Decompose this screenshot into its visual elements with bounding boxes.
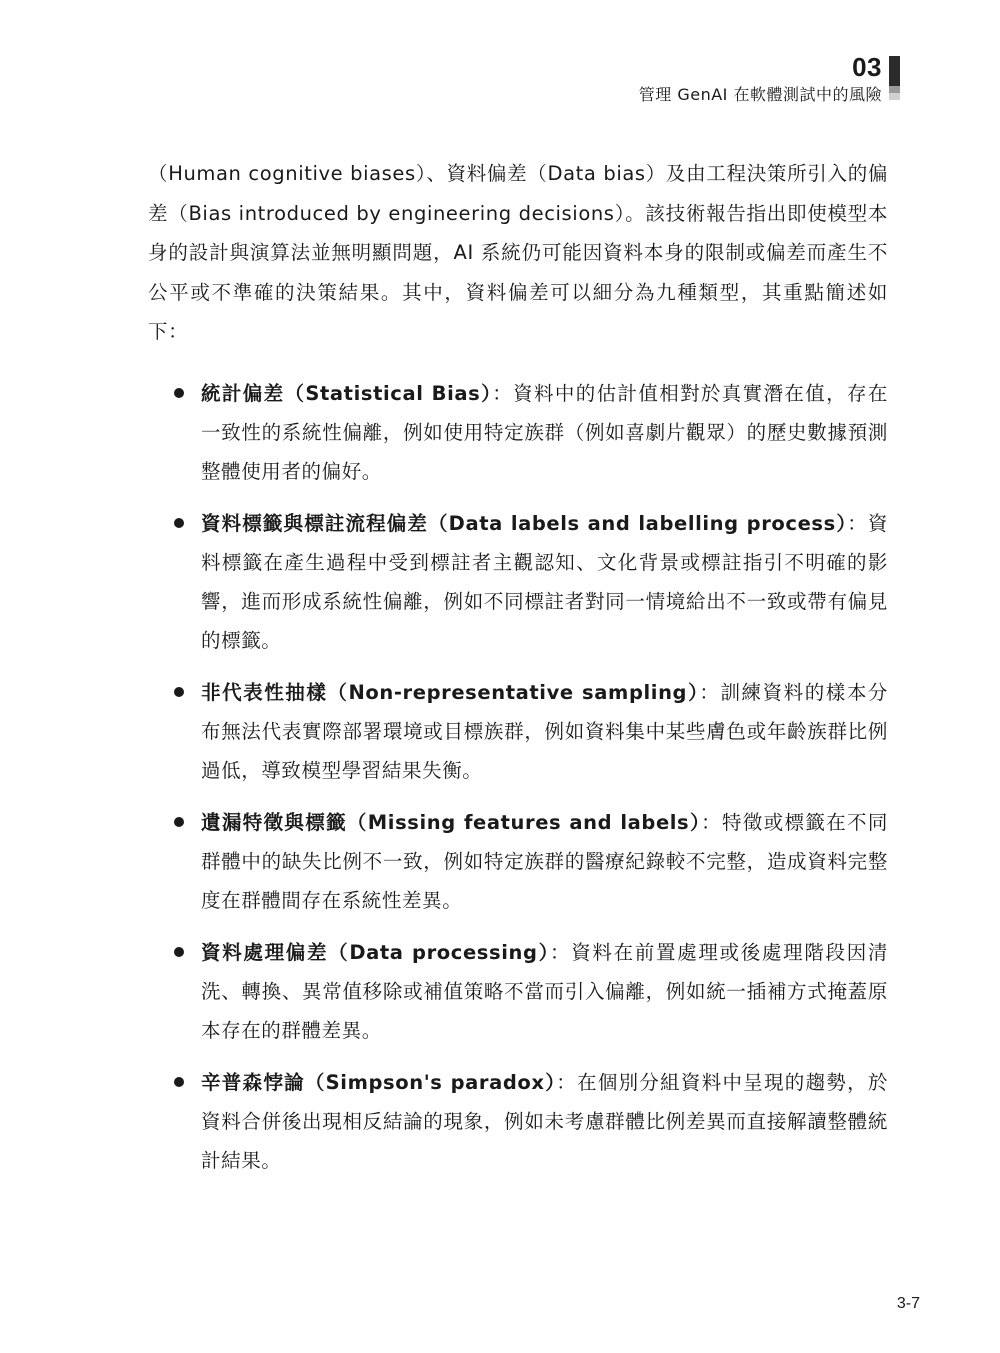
list-item [148, 1063, 888, 1180]
chapter-marker-light [889, 93, 900, 100]
list-item [148, 374, 888, 491]
bullet-dot-icon [174, 388, 184, 398]
item-term: 遺漏特徵與標籤（Missing features and labels） [201, 810, 702, 834]
bullet-dot-icon [174, 947, 184, 957]
bullet-dot-icon [174, 518, 184, 528]
list-item [148, 673, 888, 790]
list-item [148, 504, 888, 660]
item-term: 統計偏差（Statistical Bias） [201, 381, 493, 405]
list-item [148, 933, 888, 1050]
page-body [148, 154, 888, 1193]
bias-type-list [148, 374, 888, 1180]
item-term: 非代表性抽樣（Non-representative sampling） [201, 680, 700, 704]
running-header [639, 52, 882, 106]
chapter-marker-mid [889, 86, 900, 93]
bullet-dot-icon [174, 1077, 184, 1087]
bullet-dot-icon [174, 687, 184, 697]
chapter-title: 管理 GenAI 在軟體測試中的風險 [638, 85, 882, 104]
item-description: ：訓練資料的樣本分布無法代表實際部署環境或目標族群，例如資料集中某些膚色或年齡族群比例過低，導致模型學習結果失衡。 [201, 680, 888, 782]
chapter-number: 03 [852, 52, 882, 82]
item-description: ：特徵或標籤在不同群體中的缺失比例不一致，例如特定族群的醫療紀錄較不完整，造成資料完整度在群體間存在系統性差異。 [201, 810, 888, 912]
list-item [148, 803, 888, 920]
item-description: ：資料在前置處理或後處理階段因清洗、轉換、異常值移除或補值策略不當而引入偏離，例如統一插補方式掩蓋原本存在的群體差異。 [201, 940, 888, 1042]
item-term: 辛普森悖論（Simpson's paradox） [201, 1070, 557, 1094]
chapter-marker-bar [889, 56, 900, 100]
intro-paragraph: （Human cognitive biases）、資料偏差（Data bias）及由工程決策所引入的偏差（Bias introduced by engineering decisions）。該技術報告指出即使模型本身的設計與演算法並無明顯問題，AI 系統仍可能因資料本身的限制或偏差而產生不公平或不準確的決策結果。其中，資料偏差可以細分為九種類型，其重點簡述如下： [148, 162, 888, 343]
item-description: ：資料中的估計值相對於真實潛在值，存在一致性的系統性偏離，例如使用特定族群（例如喜劇片觀眾）的歷史數據預測整體使用者的偏好。 [201, 381, 888, 483]
page-number: 3-7 [896, 1295, 920, 1312]
chapter-marker-dark [889, 56, 900, 86]
bullet-dot-icon [174, 817, 184, 827]
item-term: 資料標籤與標註流程偏差（Data labels and labelling process） [201, 511, 848, 535]
item-description: ：資料標籤在產生過程中受到標註者主觀認知、文化背景或標註指引不明確的影響，進而形成系統性偏離，例如不同標註者對同一情境給出不一致或帶有偏見的標籤。 [201, 511, 888, 652]
item-description: ：在個別分組資料中呈現的趨勢，於資料合併後出現相反結論的現象，例如未考慮群體比例差異而直接解讀整體統計結果。 [201, 1070, 888, 1172]
item-term: 資料處理偏差（Data processing） [201, 940, 551, 964]
